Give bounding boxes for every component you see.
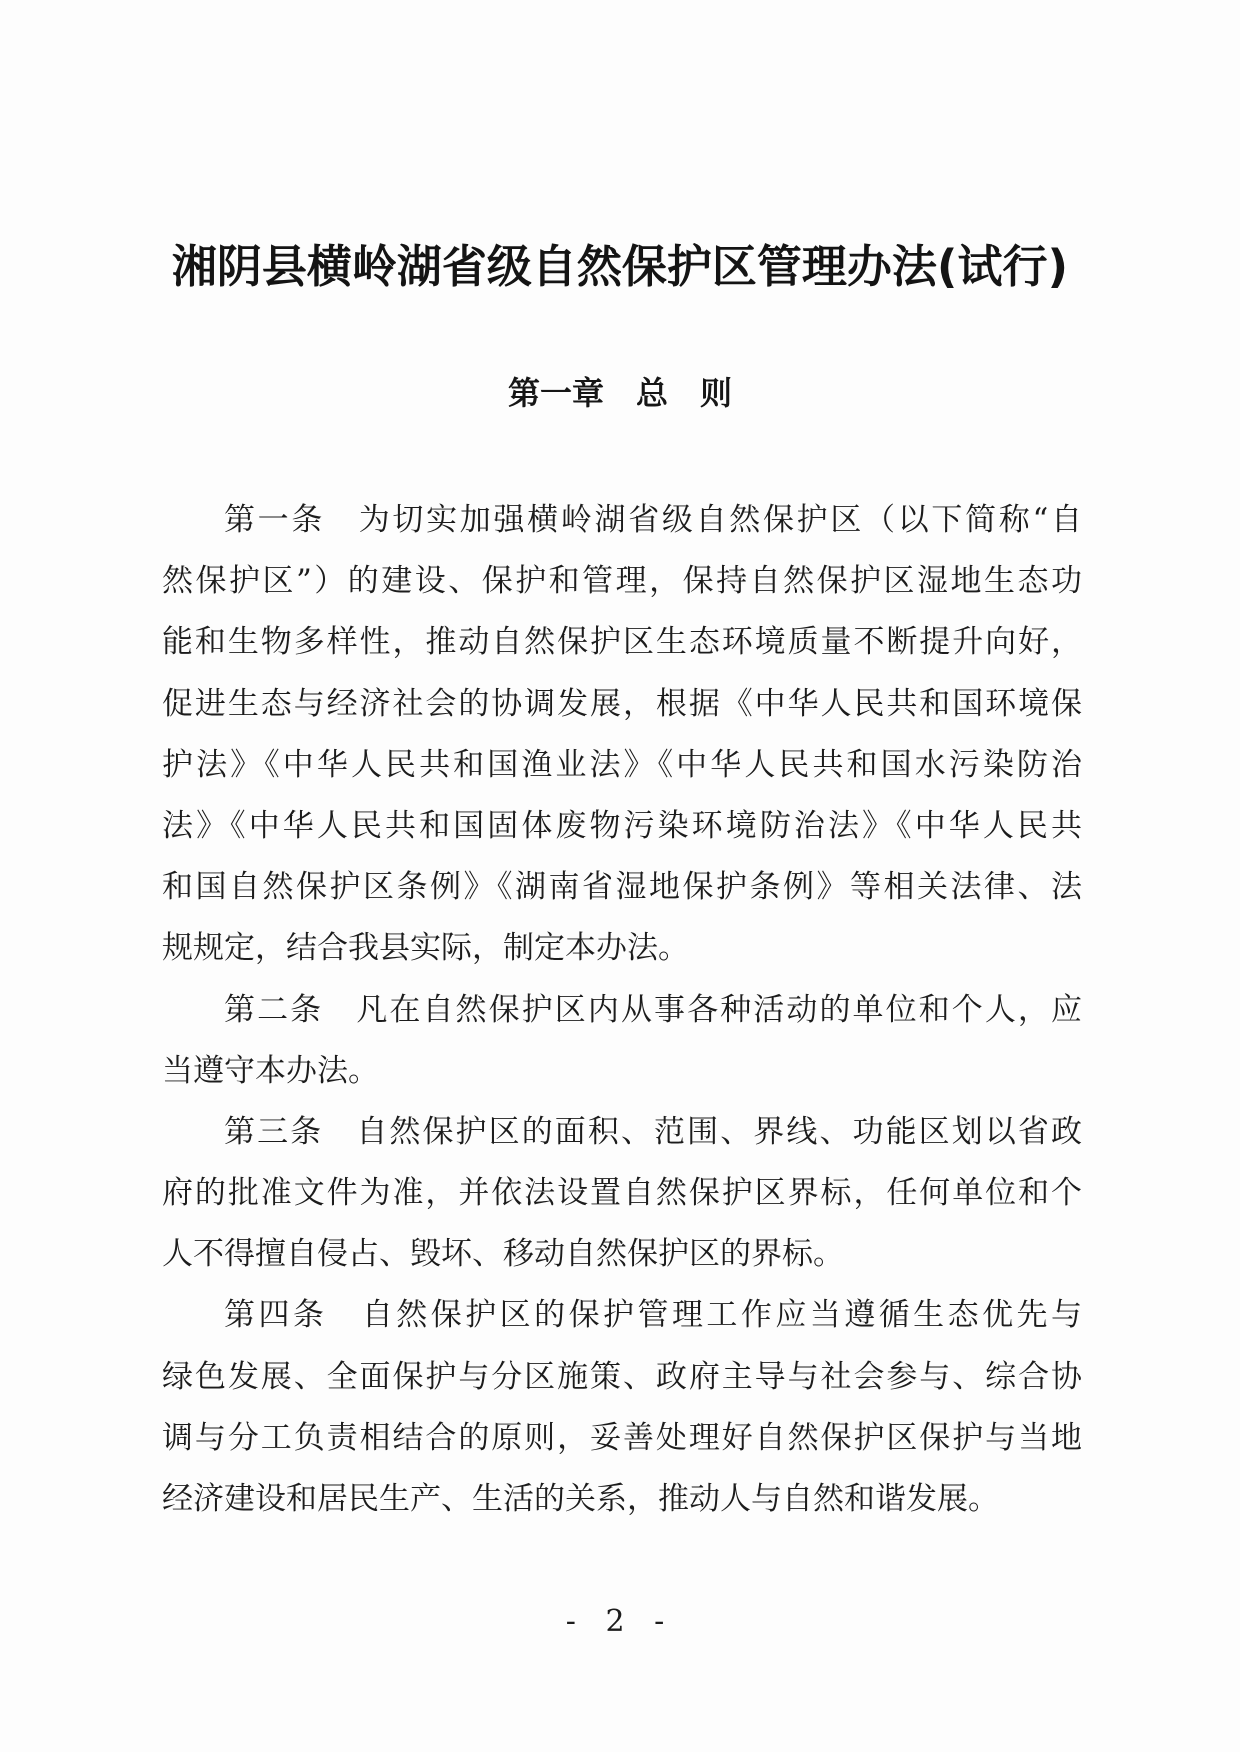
article-2-line: 第二条 凡在自然保护区内从事各种活动的单位和个人，应 xyxy=(224,991,1082,1028)
article-1-line: 第一条 为切实加强横岭湖省级自然保护区（以下简称“自 xyxy=(224,502,1082,538)
article-4-line: 经济建设和居民生产、生活的关系，推动人与自然和谐发展。 xyxy=(162,1481,999,1517)
article-1-line: 然保护区”）的建设、保护和管理，保持自然保护区湿地生态功 xyxy=(162,563,1082,600)
article-1-line: 护法》《中华人民共和国渔业法》《中华人民共和国水污染防治 xyxy=(162,746,1082,783)
chapter-heading: 第一章 总 则 xyxy=(507,374,732,412)
article-1-line: 能和生物多样性，推动自然保护区生态环境质量不断提升向好， xyxy=(162,624,1082,661)
article-2-line: 当遵守本办法。 xyxy=(162,1052,379,1089)
page-number: - 2 - xyxy=(565,1604,675,1639)
article-1-line: 规规定，结合我县实际，制定本办法。 xyxy=(162,930,689,967)
article-4-line: 第四条 自然保护区的保护管理工作应当遵循生态优先与 xyxy=(224,1297,1082,1334)
article-1-line: 促进生态与经济社会的协调发展，根据《中华人民共和国环境保 xyxy=(162,685,1082,722)
article-4-line: 调与分工负责相结合的原则，妥善处理好自然保护区保护与当地 xyxy=(162,1419,1082,1456)
article-4-line: 绿色发展、全面保护与分区施策、政府主导与社会参与、综合协 xyxy=(162,1358,1082,1395)
article-1-line: 和国自然保护区条例》《湖南省湿地保护条例》等相关法律、法 xyxy=(162,869,1082,906)
article-1-line: 法》《中华人民共和国固体废物污染环境防治法》《中华人民共 xyxy=(162,807,1082,844)
article-3-line: 第三条 自然保护区的面积、范围、界线、功能区划以省政 xyxy=(224,1113,1082,1150)
article-3-line: 府的批准文件为准，并依法设置自然保护区界标，任何单位和个 xyxy=(162,1175,1082,1212)
document-title: 湘阴县横岭湖省级自然保护区管理办法(试行) xyxy=(171,240,1069,293)
document-body xyxy=(162,490,1082,1530)
article-3-line: 人不得擅自侵占、毁坏、移动自然保护区的界标。 xyxy=(162,1236,844,1273)
